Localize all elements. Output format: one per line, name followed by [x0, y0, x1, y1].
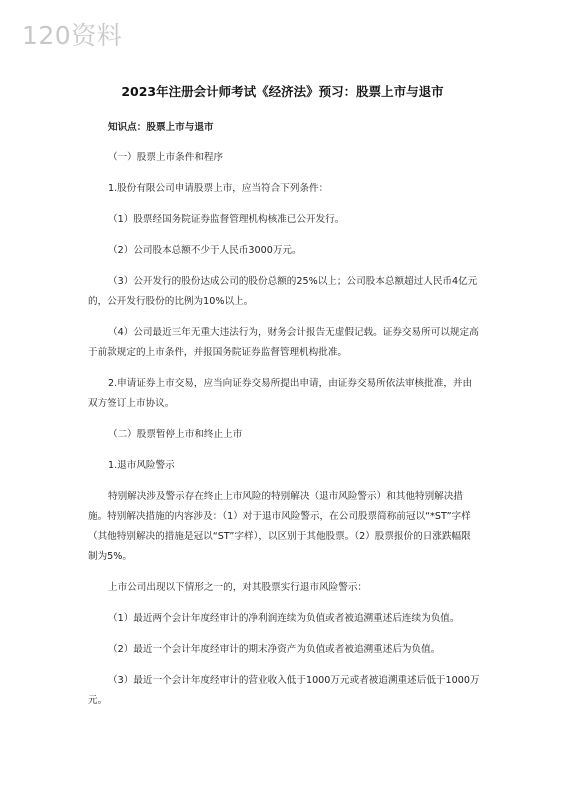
paragraph: （4）公司最近三年无重大违法行为，财务会计报告无虚假记载。证券交易所可以规定高于前款规定的上市条件，并报国务院证券监督管理机构批准。 — [88, 327, 479, 358]
watermark-logo: 120资料 — [22, 21, 123, 50]
section-heading-2: （二）股票暂停上市和终止上市 — [108, 429, 243, 440]
paragraph: （2）公司股本总额不少于人民币3000万元。 — [108, 245, 302, 256]
list-item: （1）最近两个会计年度经审计的净利润连续为负值或者被追溯重述后连续为负值。 — [108, 613, 460, 624]
paragraph: 1.股份有限公司申请股票上市，应当符合下列条件： — [108, 183, 329, 194]
paragraph: 特别解决涉及警示存在终止上市风险的特别解决（退市风险警示）和其他特别解决措施。特别解决措施的内容涉及：（1）对于退市风险警示，在公司股票简称前冠以“*ST”字样（其他特别解决的措施是冠以“ST”字样），以区别于其他股票。（2）股票报价的日涨跌幅限制为5%。 — [88, 491, 471, 562]
list-item: （3）最近一个会计年度经审计的营业收入低于1000万元或者被追溯重述后低于1000万元。 — [88, 675, 480, 706]
paragraph: 1.退市风险警示 — [108, 460, 175, 471]
knowledge-point-heading: 知识点：股票上市与退市 — [108, 122, 214, 133]
paragraph: （1）股票经国务院证券监督管理机构核准已公开发行。 — [108, 214, 345, 225]
document-body — [88, 118, 480, 722]
paragraph: 2.申请证券上市交易，应当向证券交易所提出申请，由证券交易所依法审核批准，并由双方签订上市协议。 — [88, 378, 473, 409]
list-item: （2）最近一个会计年度经审计的期末净资产为负值或者被追溯重述后为负值。 — [108, 644, 441, 655]
paragraph: 上市公司出现以下情形之一的，对其股票实行退市风险警示： — [108, 582, 368, 593]
paragraph: （3）公开发行的股份达成公司的股份总额的25%以上；公司股本总额超过人民币4亿元的，公开发行股份的比例为10%以上。 — [88, 276, 478, 307]
document-title: 2023年注册会计师考试《经济法》预习：股票上市与退市 — [121, 84, 444, 99]
section-heading-1: （一）股票上市条件和程序 — [108, 152, 224, 163]
